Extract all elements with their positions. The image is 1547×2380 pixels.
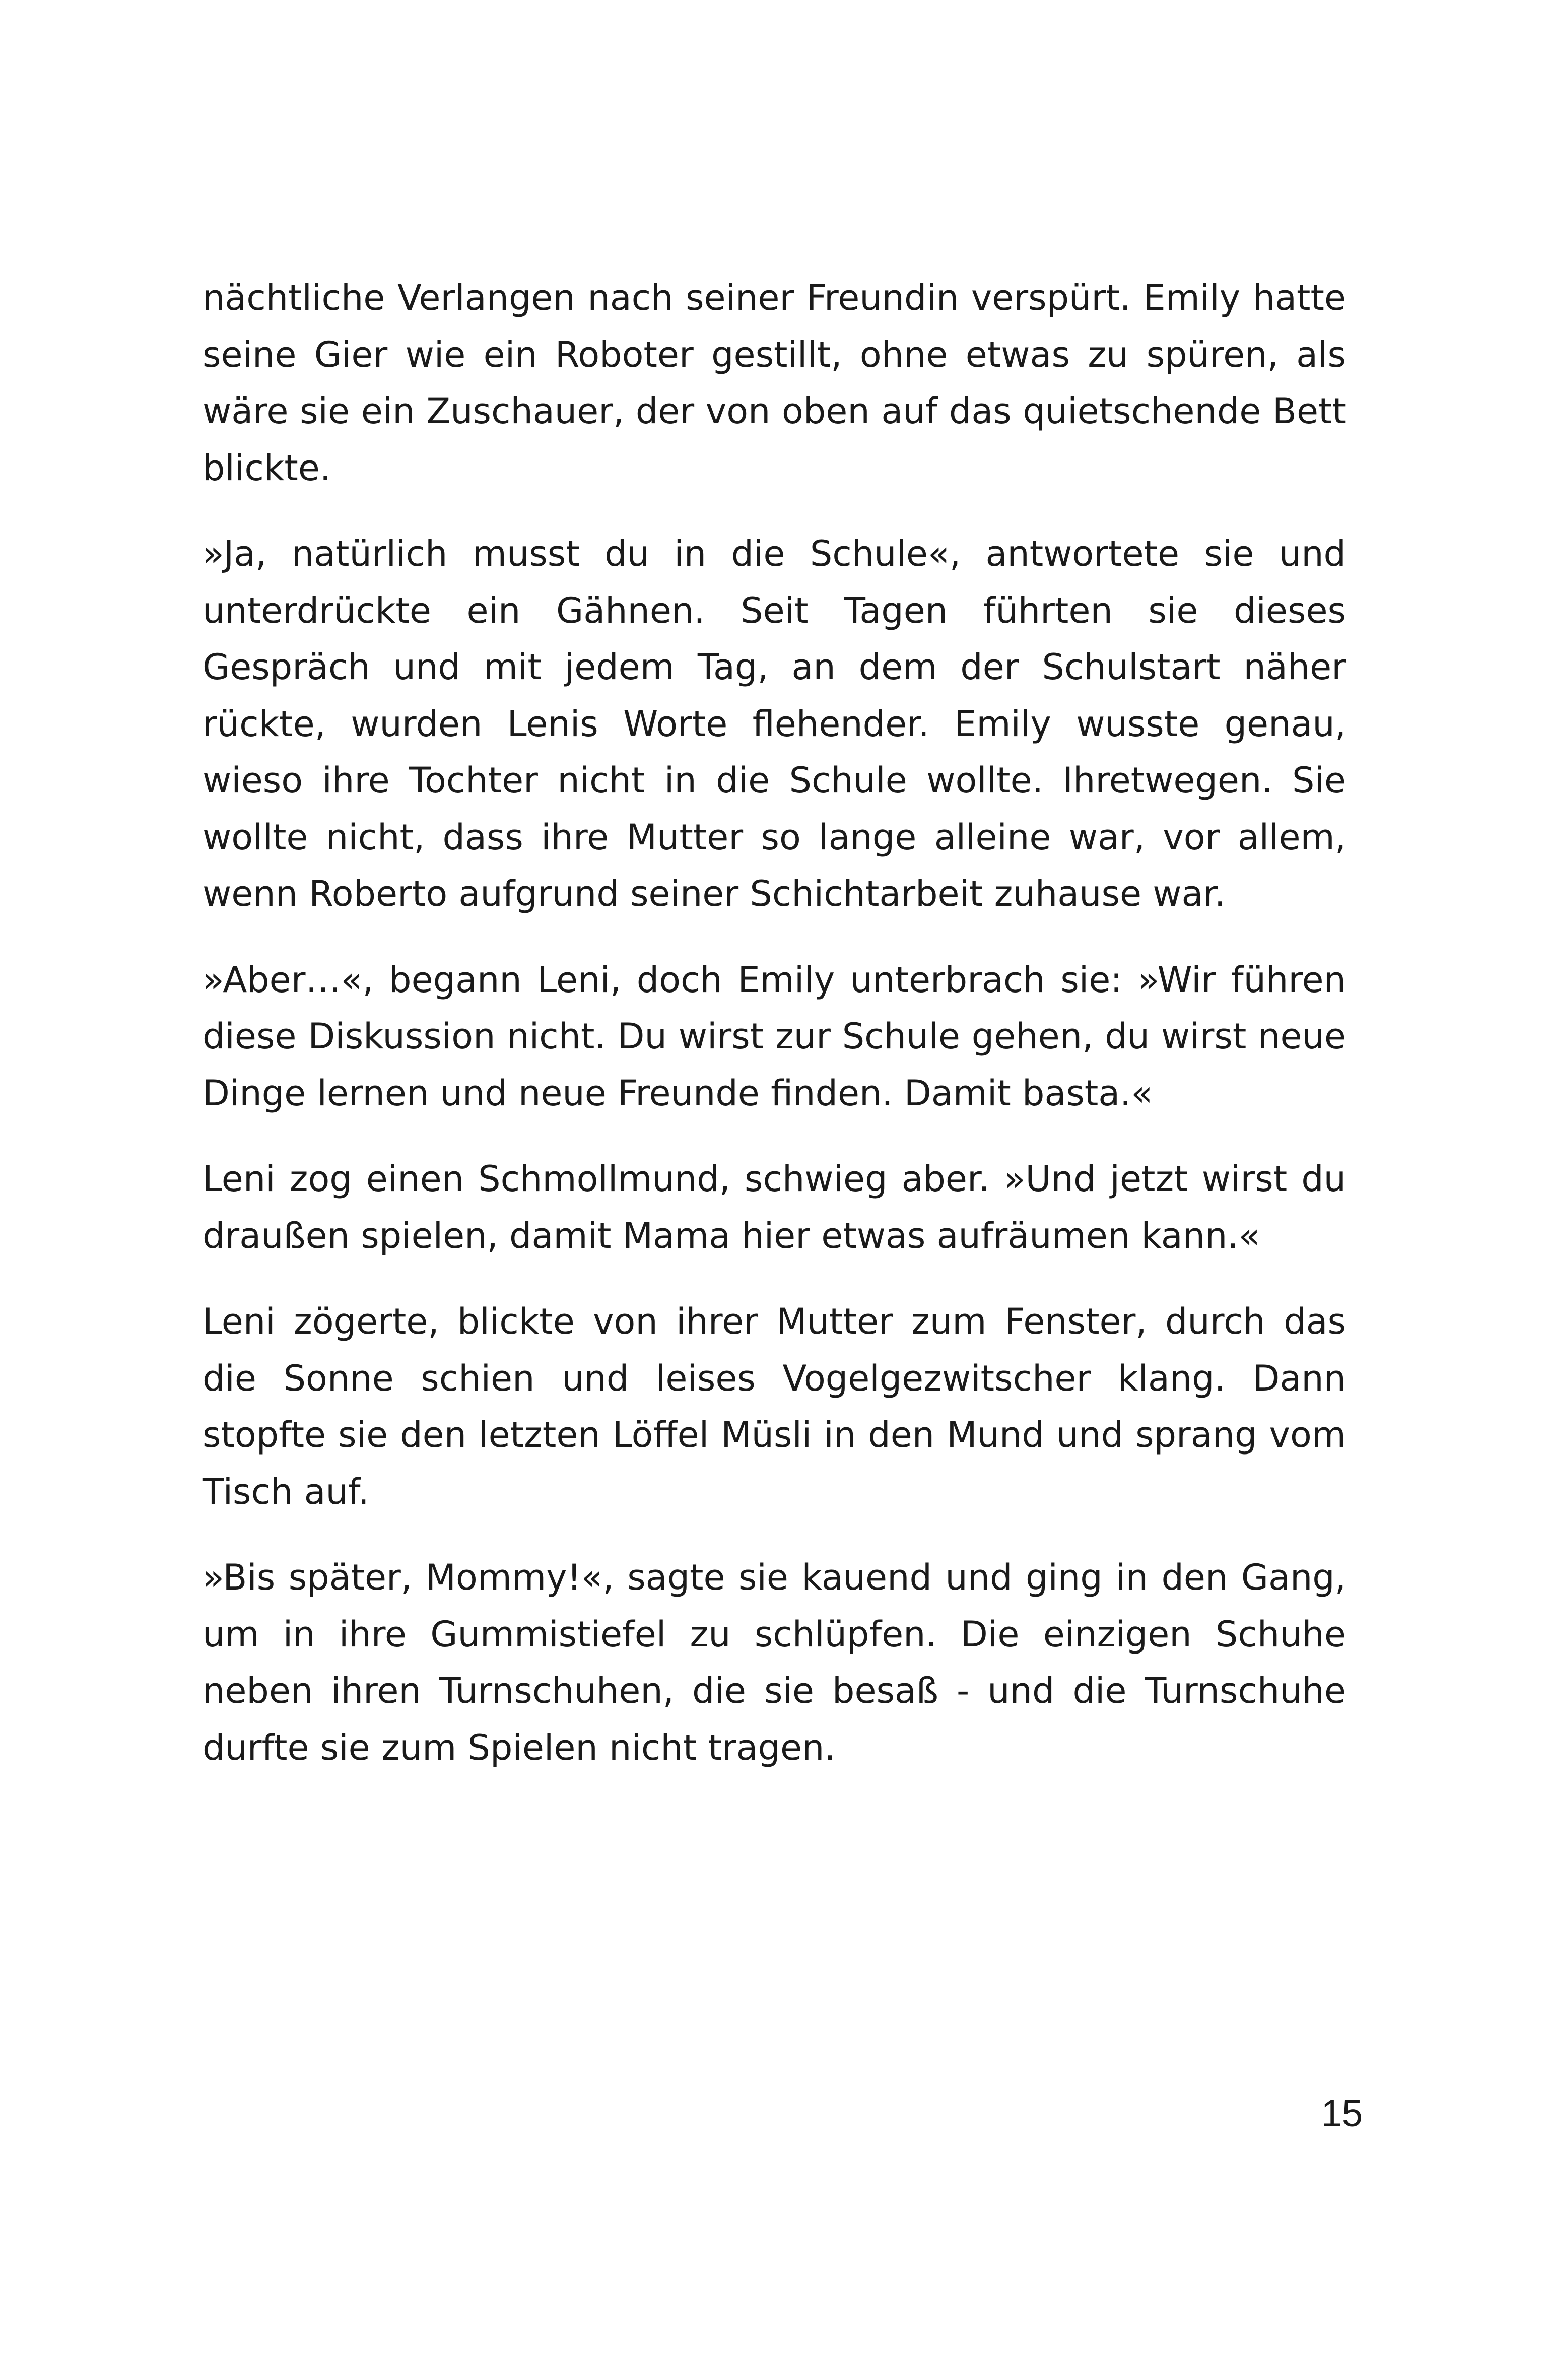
paragraph-1: nächtliche Verlangen nach seiner Freundin verspürt. Emily hatte seine Gier wie ein Roboter gestillt, ohne etwas zu spüren, als wäre sie ein Zuschauer, der von oben auf das quietschende Bett blickte. xyxy=(203,277,1346,489)
paragraph-5: Leni zögerte, blickte von ihrer Mutter zum Fenster, durch das die Sonne schien und leises Vogelgezwitscher klang. Dann stopfte sie den letzten Löffel Müsli in den Mund und sprang vom Tisch auf. xyxy=(203,1301,1346,1512)
page-number: 15 xyxy=(1321,2092,1363,2134)
paragraph-3: »Aber…«, begann Leni, doch Emily unterbrach sie: »Wir führen diese Diskussion nicht. Du wirst zur Schule gehen, du wirst neue Dinge lernen und neue Freunde finden. Damit basta.« xyxy=(203,959,1346,1114)
body-text xyxy=(203,270,1346,1776)
paragraph-6: »Bis später, Mommy!«, sagte sie kauend und ging in den Gang, um in ihre Gummistiefel zu schlüpfen. Die einzigen Schuhe neben ihren Turnschuhen, die sie besaß - und die Turnschuhe durfte sie zum Spielen nicht tragen. xyxy=(203,1557,1346,1768)
paragraph-2: »Ja, natürlich musst du in die Schule«, antwortete sie und unterdrückte ein Gähnen. Seit Tagen führten sie dieses Gespräch und mit jedem Tag, an dem der Schulstart näher rückte, wurden Lenis Worte flehender. Emily wusste genau, wieso ihre Tochter nicht in die Schule wollte. Ihretwegen. Sie wollte nicht, dass ihre Mutter so lange alleine war, vor allem, wenn Roberto aufgrund seiner Schichtarbeit zuhause war. xyxy=(203,533,1346,914)
paragraph-4: Leni zog einen Schmollmund, schwieg aber. »Und jetzt wirst du draußen spielen, damit Mama hier etwas aufräumen kann.« xyxy=(203,1158,1346,1257)
